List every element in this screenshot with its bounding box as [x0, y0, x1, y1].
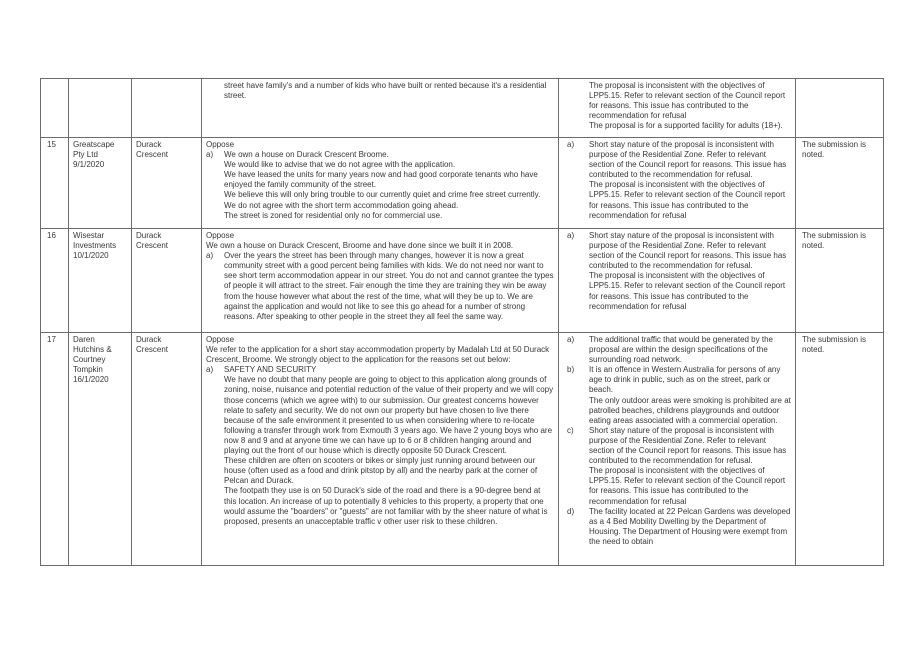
- street-name: Durack Crescent: [136, 231, 169, 251]
- row-number-cell: [41, 138, 69, 229]
- submitter-cell: [69, 229, 132, 333]
- paragraph: [206, 365, 554, 375]
- list-marker: a): [206, 365, 214, 375]
- submission-date: 16/1/2020: [73, 375, 109, 385]
- submission-cell: [202, 229, 559, 333]
- list-marker: a): [567, 231, 575, 240]
- paragraph: We have no doubt that many people are going to object to this application along grounds of zoning, noise, nuisance and potential reduction of the value of their property and we will copy those concerns (which we agree with) to our submission. Our greatest concerns however relate to safety and security. We do not own our property but have chosen to live there because of the safe environment it presented to us when considering where to re-locate following a transfer through work from Exmouth 3 years ago. We have 2 young boys who are now 8 and 9 and at anyone time we can have up to 6 or 8 children hanging around and playing out the front of our house which is directly opposite 50 Durack Crescent.: [224, 375, 554, 456]
- paragraph-text: Short stay nature of the proposal is inconsistent with purpose of the Residential Zone. Refer to relevant section of the Council report for reasons. This issue has contributed to the recommendation for refusal.: [589, 231, 787, 271]
- list-marker: b): [567, 365, 575, 375]
- paragraph: We believe this will only bring trouble to our currently quiet and crime free street currently.: [224, 190, 541, 200]
- paragraph: [567, 365, 791, 395]
- noted-cell: [796, 333, 884, 566]
- submitter-name: Daren Hutchins & Courtney Tompkin: [73, 335, 112, 375]
- response-cell: [559, 79, 796, 138]
- paragraph-text: It is an offence in Western Australia for persons of any age to drink in public, such as on the street, park or beach.: [589, 365, 781, 395]
- paragraph-text: SAFETY AND SECURITY: [224, 365, 317, 375]
- noted-cell: [796, 138, 884, 229]
- paragraph-text: We own a house on Durack Crescent Broome.: [224, 150, 389, 160]
- list-marker: a): [206, 251, 214, 261]
- submission-date: 10/1/2020: [73, 251, 109, 261]
- street-name: Durack Crescent: [136, 140, 169, 160]
- paragraph-text: Short stay nature of the proposal is inconsistent with purpose of the Residential Zone. Refer to relevant section of the Council report for reasons. This issue has contributed to the recommendation for refusal.: [589, 140, 787, 180]
- paragraph: The street is zoned for residential only no for commercial use.: [224, 210, 443, 220]
- submitter-cell: [69, 138, 132, 229]
- paragraph: The proposal is inconsistent with the objectives of LPP5.15. Refer to relevant section of the Council report for reasons. This issue has contributed to the recommendation for refusal: [589, 466, 786, 506]
- street-cell: [132, 138, 202, 229]
- paragraph: Oppose: [206, 335, 235, 344]
- paragraph: These children are often on scooters or bikes or simply just running around between our house (often used as a food and drink pitstop by all) and the nearby park at the corner of Pelcan and Durack.: [224, 456, 538, 486]
- paragraph: The proposal is for a supported facility for adults (18+).: [589, 121, 783, 131]
- paragraph: The proposal is inconsistent with the objectives of LPP5.15. Refer to relevant section of the Council report for reasons. This issue has contributed to the recommendation for refusal: [589, 81, 786, 121]
- paragraph: We do not agree with the short term accommodation going ahead.: [224, 200, 459, 210]
- row-number: 15: [47, 140, 56, 149]
- submitter-cell: [69, 333, 132, 566]
- noted-text: The submission is noted.: [802, 140, 867, 160]
- paragraph-text: Over the years the street has been through many changes, however it is now a great community street with a good percent being families with kids. We do not need nor want to see short term accommodation appear in our street. You do not and cannot grantee the types of people it will attract to the street. Fair enough the time they are training they win be away from the house however what about the rest of the time, what will they be up to. We are against the application and would not like to see this go ahead for a number of strong reasons. After speaking to other people in the street they all feel the same way.: [224, 251, 554, 321]
- paragraph: The proposal is inconsistent with the objectives of LPP5.15. Refer to relevant section of the Council report for reasons. This issue has contributed to the recommendation for refusal: [589, 271, 786, 311]
- response-cell: [559, 229, 796, 333]
- paragraph: street have family's and a number of kids who have built or rented because it's a residential street.: [224, 81, 547, 101]
- table-row: [41, 229, 884, 333]
- street-cell: [132, 229, 202, 333]
- table-row: [41, 138, 884, 229]
- submission-cell: [202, 333, 559, 566]
- street-cell: [132, 333, 202, 566]
- paragraph: [567, 231, 791, 271]
- paragraph: [206, 150, 554, 160]
- paragraph: [206, 251, 554, 322]
- noted-cell: [796, 229, 884, 333]
- paragraph: [567, 426, 791, 466]
- paragraph-text: The facility located at 22 Pelcan Gardens was developed as a 4 Bed Mobility Dwelling by the Department of Housing. The Department of Housing were exempt from the need to obtain: [589, 506, 791, 546]
- submission-cell: [202, 79, 559, 138]
- paragraph: The only outdoor areas were smoking is prohibited are at patrolled beaches, childrens playgrounds and outdoor eating areas associated with a commercial operation.: [589, 395, 791, 425]
- row-number: 17: [47, 335, 56, 344]
- paragraph: Oppose: [206, 140, 235, 149]
- paragraph: We have leased the units for many years now and had good corporate tenants who have enjoyed the family community of the street.: [224, 170, 538, 190]
- list-marker: c): [567, 425, 574, 435]
- list-marker: a): [206, 150, 214, 160]
- response-cell: [559, 333, 796, 566]
- paragraph: [567, 140, 791, 180]
- submission-date: 9/1/2020: [73, 160, 105, 170]
- row-number: 16: [47, 231, 56, 240]
- paragraph: We refer to the application for a short stay accommodation property by Madalah Ltd at 50 Durack Crescent, Broome. We strongly object to the application for the reasons set out below:: [206, 345, 550, 365]
- submissions-table: [40, 78, 884, 566]
- noted-cell: [796, 79, 884, 138]
- paragraph: [567, 507, 791, 547]
- response-cell: [559, 138, 796, 229]
- table-row: [41, 333, 884, 566]
- noted-text: The submission is noted.: [802, 335, 867, 355]
- list-marker: d): [567, 506, 575, 516]
- submission-cell: [202, 138, 559, 229]
- paragraph: Oppose: [206, 231, 235, 240]
- row-number-cell: [41, 229, 69, 333]
- submitter-name: Greatscape Pty Ltd: [73, 140, 115, 160]
- list-marker: a): [567, 335, 575, 344]
- paragraph-text: Short stay nature of the proposal is inconsistent with purpose of the Residential Zone. Refer to relevant section of the Council report for reasons. This issue has contributed to the recommendation for refusal.: [589, 425, 787, 466]
- paragraph: The footpath they use is on 50 Durack's side of the road and there is a 90-degree bend at this location. An increase of up to potentially 8 vehicles to this property, a property that one would assume the "boarders" or "guests" are not familiar with by the sheer nature of what is proposed, presents an unacceptable traffic v other user risk to these children.: [224, 486, 548, 526]
- submitter-name: Wisestar Investments: [73, 231, 117, 251]
- noted-text: The submission is noted.: [802, 231, 867, 251]
- paragraph: We would like to advise that we do not agree with the application.: [224, 160, 456, 170]
- paragraph: [567, 335, 791, 365]
- list-marker: a): [567, 140, 575, 149]
- paragraph: The proposal is inconsistent with the objectives of LPP5.15. Refer to relevant section of the Council report for reasons. This issue has contributed to the recommendation for refusal: [589, 180, 786, 220]
- paragraph: We own a house on Durack Crescent, Broome and have done since we built it in 2008.: [206, 241, 514, 251]
- paragraph-text: The additional traffic that would be generated by the proposal are within the design specifications of the surrounding road network.: [589, 335, 773, 365]
- row-number-cell: [41, 333, 69, 566]
- street-cell: [132, 79, 202, 138]
- submitter-cell: [69, 79, 132, 138]
- table-row: [41, 79, 884, 138]
- row-number-cell: [41, 79, 69, 138]
- street-name: Durack Crescent: [136, 335, 169, 355]
